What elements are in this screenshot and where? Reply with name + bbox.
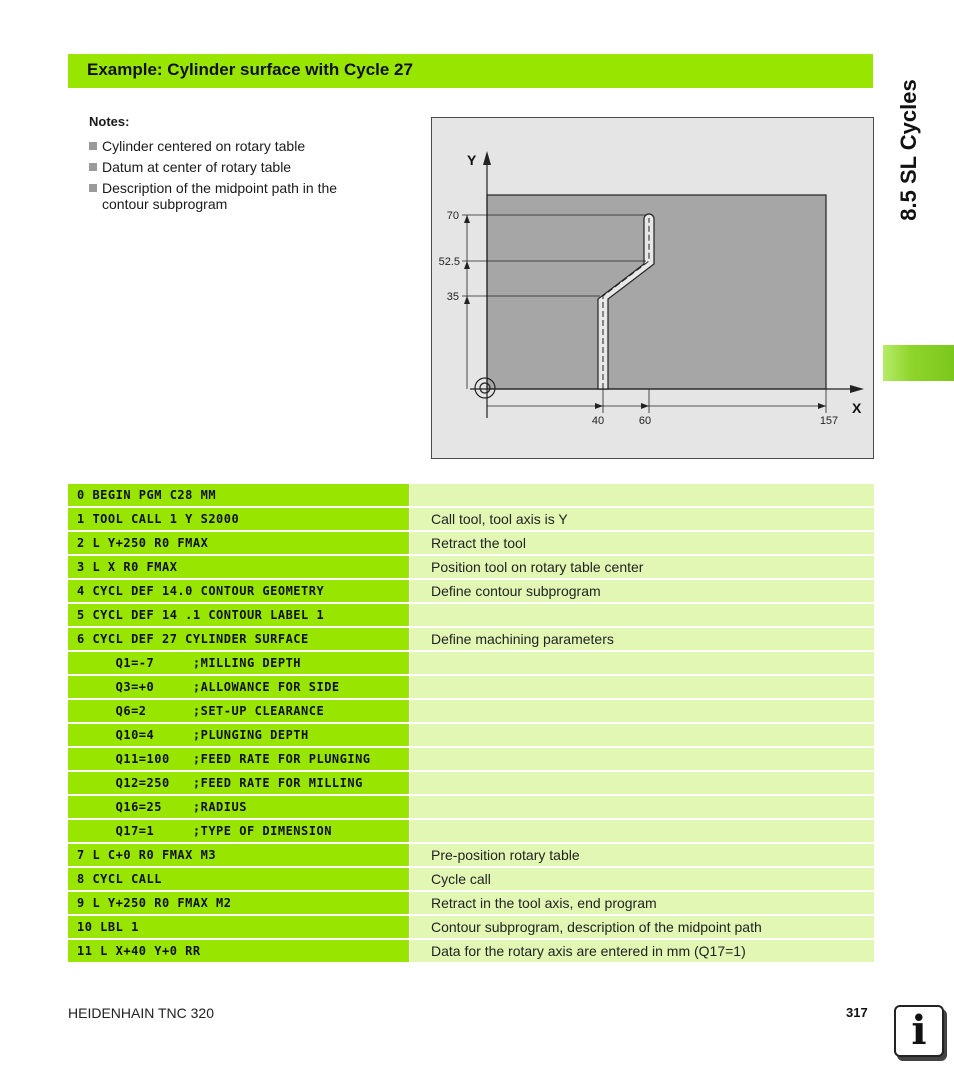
- dim-arrow-icon: [464, 215, 470, 223]
- description-text: Call tool, tool axis is Y: [431, 511, 568, 527]
- description-text: Define contour subprogram: [431, 583, 601, 599]
- program-row: [68, 748, 874, 770]
- description-text: Data for the rotary axis are entered in mm (Q17=1): [431, 943, 746, 959]
- program-row: [68, 508, 874, 530]
- dim-arrow-icon: [595, 403, 603, 409]
- code-text: Q3=+0 ;ALLOWANCE FOR SIDE: [77, 680, 340, 694]
- bullet-icon: [89, 184, 97, 192]
- code-cell: [68, 652, 409, 674]
- code-cell: [68, 556, 409, 578]
- dim-arrow-icon: [464, 296, 470, 304]
- program-row: [68, 700, 874, 722]
- code-text: 2 L Y+250 R0 FMAX: [77, 536, 209, 550]
- description-cell: [410, 580, 874, 602]
- description-cell: [410, 820, 874, 842]
- description-cell: [410, 724, 874, 746]
- section-title: Example: Cylinder surface with Cycle 27: [87, 60, 413, 79]
- description-cell: [410, 604, 874, 626]
- code-cell: [68, 940, 409, 962]
- description-cell: [410, 508, 874, 530]
- code-cell: [68, 532, 409, 554]
- code-text: Q17=1 ;TYPE OF DIMENSION: [77, 824, 332, 838]
- program-row: [68, 892, 874, 914]
- description-cell: [410, 652, 874, 674]
- nc-program-table: [68, 484, 874, 964]
- x-tick-label: 60: [638, 415, 652, 427]
- code-text: Q6=2 ;SET-UP CLEARANCE: [77, 704, 325, 718]
- code-cell: [68, 724, 409, 746]
- description-cell: [410, 628, 874, 650]
- contour-diagram: [432, 118, 873, 458]
- description-cell: [410, 940, 874, 962]
- dim-arrow-icon: [818, 403, 826, 409]
- program-row: [68, 796, 874, 818]
- program-row: [68, 604, 874, 626]
- code-cell: [68, 748, 409, 770]
- y-axis-arrow: [483, 151, 491, 165]
- description-text: Position tool on rotary table center: [431, 559, 644, 575]
- code-text: 5 CYCL DEF 14 .1 CONTOUR LABEL 1: [77, 608, 325, 622]
- footer-manual-title: HEIDENHAIN TNC 320: [68, 1005, 215, 1021]
- code-text: Q12=250 ;FEED RATE FOR MILLING: [77, 776, 363, 790]
- notes-list: [89, 138, 379, 217]
- note-text: Datum at center of rotary table: [102, 159, 292, 175]
- code-cell: [68, 604, 409, 626]
- code-text: 7 L C+0 R0 FMAX M3: [77, 848, 217, 862]
- code-text: 4 CYCL DEF 14.0 CONTOUR GEOMETRY: [77, 584, 325, 598]
- program-row: [68, 724, 874, 746]
- x-tick-label: 40: [591, 415, 605, 427]
- description-cell: [410, 796, 874, 818]
- program-row: [68, 940, 874, 962]
- code-text: 0 BEGIN PGM C28 MM: [77, 488, 217, 502]
- bullet-icon: [89, 142, 97, 150]
- code-cell: [68, 700, 409, 722]
- program-row: [68, 628, 874, 650]
- program-row: [68, 556, 874, 578]
- code-cell: [68, 676, 409, 698]
- description-cell: [410, 556, 874, 578]
- description-cell: [410, 892, 874, 914]
- code-text: 9 L Y+250 R0 FMAX M2: [77, 896, 232, 910]
- description-text: Pre-position rotary table: [431, 847, 580, 863]
- code-cell: [68, 844, 409, 866]
- code-text: Q16=25 ;RADIUS: [77, 800, 247, 814]
- note-item: [89, 159, 379, 175]
- x-axis-arrow: [850, 385, 864, 393]
- program-row: [68, 844, 874, 866]
- description-text: Contour subprogram, description of the midpoint path: [431, 919, 762, 935]
- note-item: [89, 138, 379, 154]
- description-cell: [410, 748, 874, 770]
- y-axis-label: Y: [467, 152, 477, 168]
- description-cell: [410, 700, 874, 722]
- dim-arrow-icon: [641, 403, 649, 409]
- program-row: [68, 484, 874, 506]
- description-cell: [410, 916, 874, 938]
- program-row: [68, 916, 874, 938]
- program-row: [68, 652, 874, 674]
- program-row: [68, 772, 874, 794]
- code-text: 3 L X R0 FMAX: [77, 560, 178, 574]
- code-cell: [68, 628, 409, 650]
- info-icon: [894, 1005, 944, 1057]
- y-tick-label: 35: [446, 291, 459, 303]
- description-text: Retract the tool: [431, 535, 526, 551]
- chapter-tab: [883, 345, 954, 381]
- section-header: [68, 54, 873, 88]
- description-text: Cycle call: [431, 871, 491, 887]
- description-cell: [410, 676, 874, 698]
- code-cell: [68, 820, 409, 842]
- program-row: [68, 580, 874, 602]
- info-glyph: i: [911, 1007, 927, 1054]
- code-text: 10 LBL 1: [77, 920, 139, 934]
- dim-arrow-icon: [464, 261, 470, 269]
- y-tick-label: 70: [446, 210, 459, 222]
- code-cell: [68, 796, 409, 818]
- description-cell: [410, 772, 874, 794]
- description-cell: [410, 484, 874, 506]
- notes-label: Notes:: [89, 114, 130, 129]
- chapter-side-title: [874, 80, 944, 220]
- code-text: 11 L X+40 Y+0 RR: [77, 944, 201, 958]
- description-cell: [410, 532, 874, 554]
- program-row: [68, 676, 874, 698]
- note-text: Cylinder centered on rotary table: [102, 138, 306, 154]
- note-item: [89, 180, 379, 212]
- code-cell: [68, 580, 409, 602]
- code-cell: [68, 868, 409, 890]
- y-tick-label: 52.5: [438, 256, 460, 268]
- cylinder-contour-figure: [431, 117, 874, 459]
- program-row: [68, 820, 874, 842]
- code-cell: [68, 772, 409, 794]
- description-text: Define machining parameters: [431, 631, 614, 647]
- description-text: Retract in the tool axis, end program: [431, 895, 657, 911]
- workpiece-rect: [487, 195, 826, 389]
- note-text: Description of the midpoint path in the contour subprogram: [102, 180, 338, 212]
- code-cell: [68, 508, 409, 530]
- x-tick-label: 157: [819, 415, 839, 427]
- page-number: 317: [846, 1005, 868, 1020]
- chapter-title-text: 8.5 SL Cycles: [896, 79, 921, 221]
- program-row: [68, 532, 874, 554]
- description-cell: [410, 868, 874, 890]
- code-text: Q11=100 ;FEED RATE FOR PLUNGING: [77, 752, 371, 766]
- code-cell: [68, 916, 409, 938]
- x-axis-label: X: [852, 400, 862, 416]
- code-text: 6 CYCL DEF 27 CYLINDER SURFACE: [77, 632, 309, 646]
- bullet-icon: [89, 163, 97, 171]
- code-cell: [68, 484, 409, 506]
- code-text: Q10=4 ;PLUNGING DEPTH: [77, 728, 309, 742]
- code-cell: [68, 892, 409, 914]
- code-text: Q1=-7 ;MILLING DEPTH: [77, 656, 302, 670]
- code-text: 1 TOOL CALL 1 Y S2000: [77, 512, 240, 526]
- program-row: [68, 868, 874, 890]
- code-text: 8 CYCL CALL: [77, 872, 162, 886]
- description-cell: [410, 844, 874, 866]
